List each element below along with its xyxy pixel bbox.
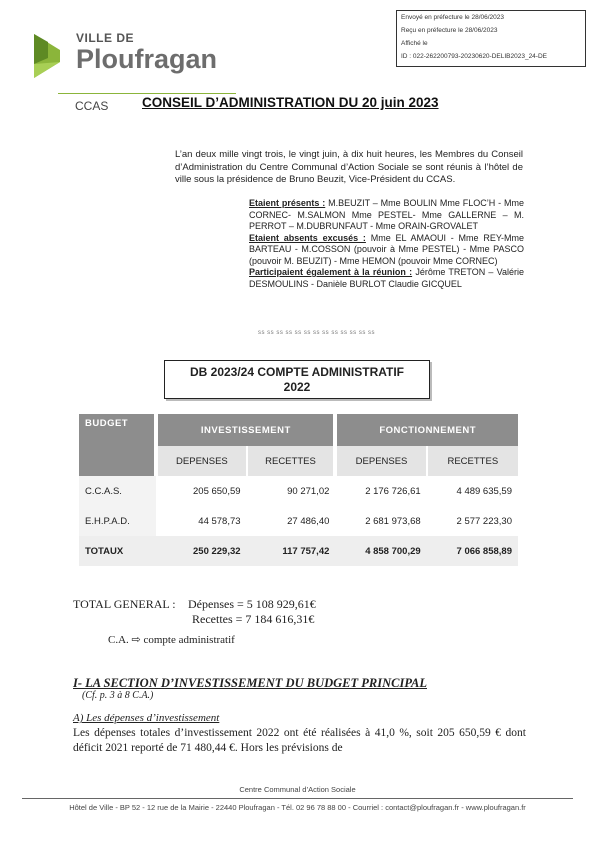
stamp-posted: Affiché le: [401, 40, 428, 47]
operating-header: FONCTIONNEMENT: [335, 414, 518, 446]
body-paragraph: Les dépenses totales d’investissement 2022 ont été réalisées à 41,0 %, soit 205 650,59 € dont déficit 2021 reporté de 71 480,44 €. Hors les prévisions de: [73, 727, 526, 754]
table-cell: 27 486,40: [287, 515, 330, 527]
also-list: Jérôme TRETON – Valérie DESMOULINS - Danièle BURLOT Claudie GICQUEL: [249, 267, 524, 289]
budget-header: BUDGET: [79, 414, 156, 476]
stamp-sent: Envoyé en préfecture le 28/06/2023: [401, 14, 504, 21]
present-list: M.BEUZIT – Mme BOULIN Mme FLOC’H - Mme CORNEC- M.SALMON Mme PESTEL- Mme GALLERNE – M. PERROT – M.DUBRUNFAUT - Mme ORAIN-GROVALET: [249, 198, 524, 231]
section-reference: (Cf. p. 3 à 8 C.A.): [82, 690, 154, 701]
table-cell: 2 577 223,30: [456, 515, 512, 527]
deliberation-title: DB 2023/24 COMPTE ADMINISTRATIF: [189, 365, 405, 379]
subheader-cell: RECETTES: [427, 446, 518, 476]
subheader-cell: RECETTES: [247, 446, 336, 476]
subheader-cell: DEPENSES: [335, 446, 426, 476]
table-cell: 2 681 973,68: [365, 515, 421, 527]
prefecture-stamp: [396, 10, 586, 67]
present-label: Etaient présents :: [249, 198, 326, 208]
intro-paragraph: L’an deux mille vingt trois, le vingt juin, à dix huit heures, les Membres du Conseil d’Administration du Centre Communal d’Action Sociale se sont réunis à l’hôtel de ville sous la présidence de Bruno Beuzit, Vice-Président du CCAS.: [175, 149, 523, 185]
investment-header: INVESTISSEMENT: [156, 414, 335, 446]
footer-organization: Centre Communal d’Action Sociale: [239, 785, 356, 794]
totals-row: [79, 536, 518, 566]
header-divider: [58, 93, 236, 94]
table-cell: 117 757,42: [282, 545, 330, 557]
row-label: E.H.P.A.D.: [79, 506, 156, 536]
stamp-id: ID : 022-262200793-20230620-DELIB2023_24-DE: [401, 53, 547, 60]
row-label: C.C.A.S.: [79, 476, 156, 506]
separator-dots: ss ss ss ss ss ss ss ss ss ss ss ss ss: [258, 330, 376, 336]
table-cell: 90 271,02: [287, 485, 330, 497]
absent-list: Mme EL AMAOUI - Mme REY-Mme BARTEAU - M.COSSON (pouvoir à Mme PESTEL) - Mme PASCO (pouvoir M. BEUZIT) - Mme HEMON (pouvoir Mme CORNEC): [249, 232, 524, 266]
footer-divider: [22, 798, 573, 799]
budget-table: [79, 414, 518, 566]
table-row: [79, 506, 518, 536]
subheader-cell: DEPENSES: [156, 446, 246, 476]
footer-address: Hôtel de Ville - BP 52 - 12 rue de la Mairie - 22440 Ploufragan - Tél. 02 96 78 88 00 - Courriel : contact@ploufragan.fr - www.ploufragan.fr: [69, 803, 526, 812]
table-cell: 7 066 858,89: [456, 545, 512, 557]
stamp-received: Reçu en préfecture le 28/06/2023: [401, 27, 498, 34]
subsection-title: A) Les dépenses d’investissement: [73, 712, 220, 724]
total-general-label: TOTAL GENERAL :: [73, 597, 176, 611]
totals-label: TOTAUX: [85, 545, 124, 557]
ploufragan-logo-icon: [30, 28, 66, 80]
deliberation-box: [164, 360, 430, 399]
total-revenues: Recettes = 7 184 616,31€: [192, 612, 315, 626]
logo-city-label: VILLE DE: [76, 31, 135, 45]
table-cell: 44 578,73: [198, 515, 241, 527]
table-cell: 205 650,59: [193, 485, 241, 497]
section-title: I- LA SECTION D’INVESTISSEMENT DU BUDGET PRINCIPAL: [73, 676, 427, 690]
ca-legend: C.A. ⇨ compte administratif: [108, 634, 235, 646]
logo-city-name: Ploufragan: [76, 44, 218, 74]
table-cell: 250 229,32: [193, 545, 241, 557]
page-title: CONSEIL D’ADMINISTRATION DU 20 juin 2023: [142, 95, 439, 110]
ccas-label: CCAS: [75, 99, 109, 113]
attendance-block: [249, 198, 524, 290]
deliberation-year: 2022: [283, 380, 311, 394]
absent-label: Etaient absents excusés :: [249, 232, 366, 243]
table-row: [79, 476, 518, 506]
table-cell: 4 858 700,29: [365, 545, 421, 557]
table-cell: 2 176 726,61: [365, 485, 421, 497]
table-cell: 4 489 635,59: [456, 485, 512, 497]
total-expenses: Dépenses = 5 108 929,61€: [188, 597, 316, 611]
also-label: Participaient également à la réunion :: [249, 267, 413, 277]
